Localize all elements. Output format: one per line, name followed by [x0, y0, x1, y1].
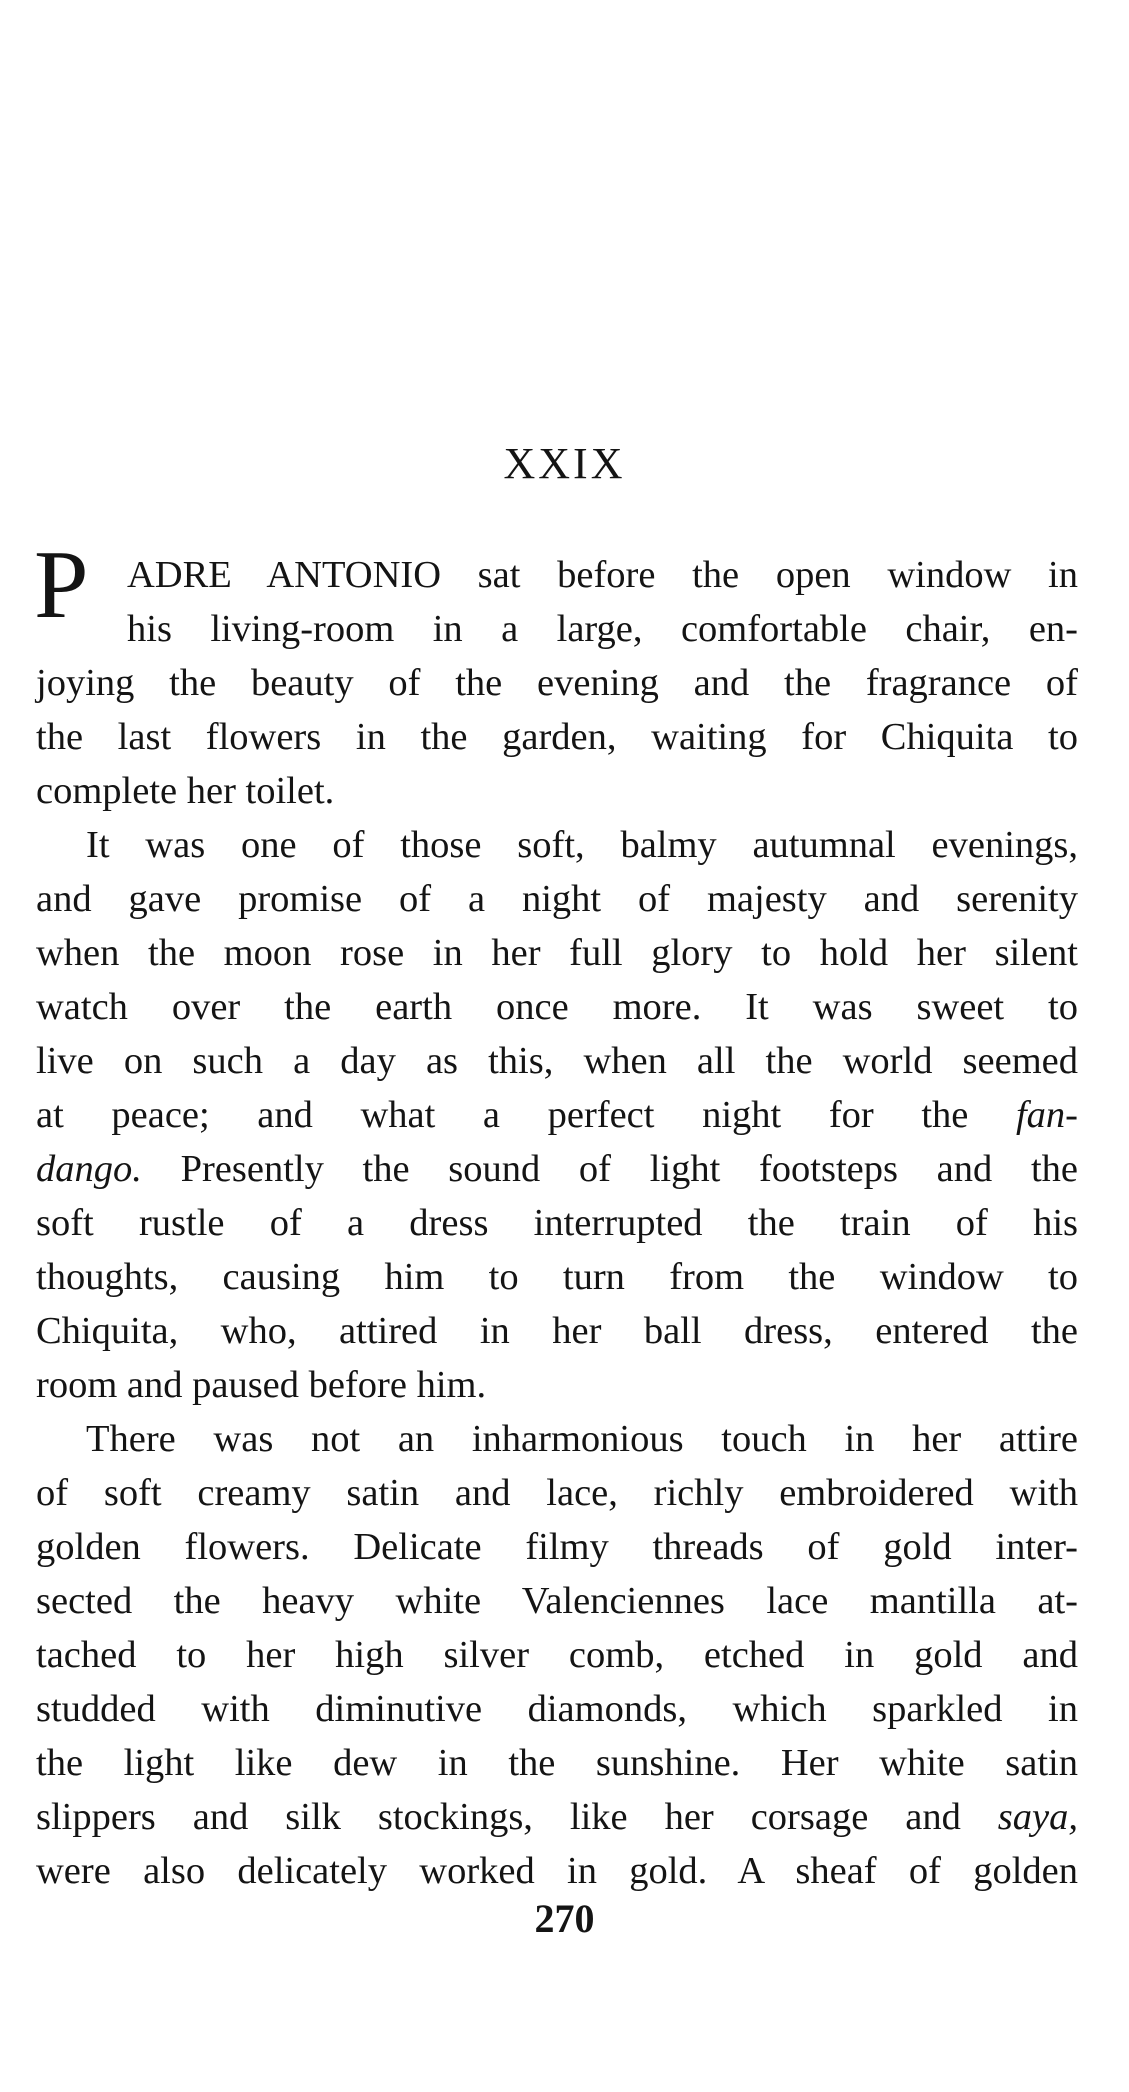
- text-line: It was one of those soft, balmy autumnal evenings,: [86, 824, 1078, 866]
- text-line: tached to her high silver comb, etched in gold and: [36, 1634, 1078, 1676]
- italic-word: dango.: [36, 1148, 142, 1190]
- text-line: There was not an inharmonious touch in her attire: [86, 1418, 1078, 1460]
- text-line: [36, 1790, 1078, 1844]
- text-line: complete her toilet.: [36, 770, 335, 812]
- text-line: room and paused before him.: [36, 1364, 487, 1406]
- text-span: Presently the sound of light footsteps and the: [141, 1148, 1078, 1190]
- text-span: at peace; and what a perfect night for the: [36, 1094, 1016, 1136]
- text-line: studded with diminutive diamonds, which sparkled in: [36, 1688, 1078, 1730]
- text-span: slippers and silk stockings, like her corsage and: [36, 1796, 998, 1838]
- text-line: the light like dew in the sunshine. Her white satin: [36, 1742, 1078, 1784]
- drop-cap: P: [34, 531, 89, 639]
- text-line: his living-room in a large, comfortable chair, en-: [127, 608, 1078, 650]
- text-line: thoughts, causing him to turn from the window to: [36, 1256, 1078, 1298]
- text-line: of soft creamy satin and lace, richly embroidered with: [36, 1472, 1078, 1514]
- chapter-heading: XXIX: [503, 439, 626, 488]
- text-line: joying the beauty of the evening and the fragrance of: [36, 662, 1078, 704]
- text-line: and gave promise of a night of majesty and serenity: [36, 878, 1078, 920]
- text-line: [36, 1142, 1078, 1196]
- text-line: [36, 1088, 1078, 1142]
- text-line: soft rustle of a dress interrupted the train of his: [36, 1202, 1078, 1244]
- text-line: sected the heavy white Valenciennes lace mantilla at-: [36, 1580, 1078, 1622]
- italic-word: fan-: [1015, 1094, 1078, 1136]
- text-line: Chiquita, who, attired in her ball dress, entered the: [36, 1310, 1078, 1352]
- text-line: were also delicately worked in gold. A sheaf of golden: [36, 1850, 1078, 1892]
- text-line: when the moon rose in her full glory to hold her silent: [36, 932, 1078, 974]
- name-smallcaps: ADRE ANTONIO: [127, 554, 442, 596]
- text-line: the last flowers in the garden, waiting for Chiquita to: [36, 716, 1078, 758]
- text-line: watch over the earth once more. It was sweet to: [36, 986, 1078, 1028]
- text-span: sat before the open window in: [441, 554, 1078, 596]
- italic-word: saya,: [997, 1796, 1078, 1838]
- text-line: live on such a day as this, when all the world seemed: [36, 1040, 1078, 1082]
- text-line: [127, 548, 1078, 602]
- text-line: golden flowers. Delicate filmy threads of gold inter-: [36, 1526, 1078, 1568]
- page-number: 270: [534, 1896, 595, 1941]
